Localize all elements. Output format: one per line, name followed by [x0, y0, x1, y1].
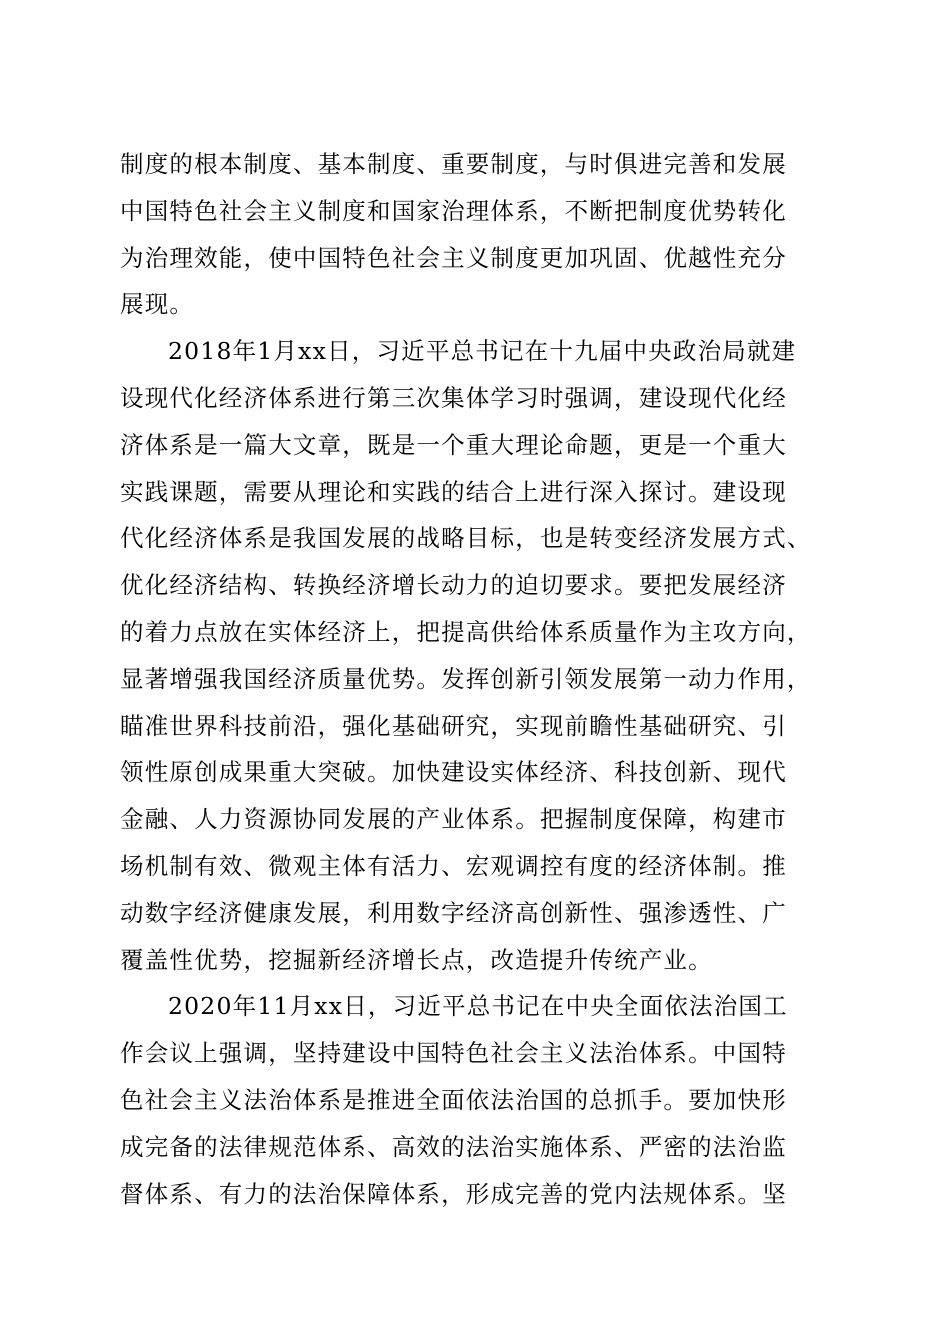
text-line: 中国特色社会主义制度和国家治理体系，不断把制度优势转化 [120, 196, 787, 225]
text-line: 设现代化经济体系进行第三次集体学习时强调，建设现代化经 [120, 383, 787, 412]
text-line: 济体系是一篇大文章，既是一个重大理论命题，更是一个重大 [120, 430, 787, 459]
text-line: 色社会主义法治体系是推进全面依法治国的总抓手。要加快形 [120, 1085, 787, 1114]
text-line: 瞄准世界科技前沿，强化基础研究，实现前瞻性基础研究、引 [120, 711, 787, 740]
text-line: 场机制有效、微观主体有活力、宏观调控有度的经济体制。推 [120, 851, 787, 880]
text-line: 金融、人力资源协同发展的产业体系。把握制度保障，构建市 [120, 805, 787, 834]
text-line: 督体系、有力的法治保障体系，形成完善的党内法规体系。坚 [120, 1179, 787, 1208]
text-line: 动数字经济健康发展，利用数字经济高创新性、强渗透性、广 [120, 898, 787, 927]
text-line: 为治理效能，使中国特色社会主义制度更加巩固、优越性充分 [120, 243, 787, 272]
text-line: 优化经济结构、转换经济增长动力的迫切要求。要把发展经济 [120, 571, 787, 600]
text-line: 展现。 [120, 290, 195, 319]
body-text [120, 141, 830, 1217]
paragraph-start-line: 2018年1月xx日，习近平总书记在十九届中央政治局就建 [168, 337, 797, 366]
text-line: 覆盖性优势，挖掘新经济增长点，改造提升传统产业。 [120, 945, 713, 974]
text-line: 代化经济体系是我国发展的战略目标，也是转变经济发展方式、 [120, 524, 812, 553]
text-line: 成完备的法律规范体系、高效的法治实施体系、严密的法治监 [120, 1132, 787, 1161]
paragraph-start-line: 2020年11月xx日，习近平总书记在中央全面依法治国工 [168, 992, 788, 1021]
text-line: 制度的根本制度、基本制度、重要制度，与时俱进完善和发展 [120, 150, 787, 178]
text-line: 作会议上强调，坚持建设中国特色社会主义法治体系。中国特 [120, 1039, 787, 1068]
text-line: 领性原创成果重大突破。加快建设实体经济、科技创新、现代 [120, 758, 787, 787]
text-line: 显著增强我国经济质量优势。发挥创新引领发展第一动力作用， [120, 664, 812, 693]
text-line: 的着力点放在实体经济上，把提高供给体系质量作为主攻方向， [120, 617, 812, 646]
text-line: 实践课题，需要从理论和实践的结合上进行深入探讨。建设现 [120, 477, 787, 506]
